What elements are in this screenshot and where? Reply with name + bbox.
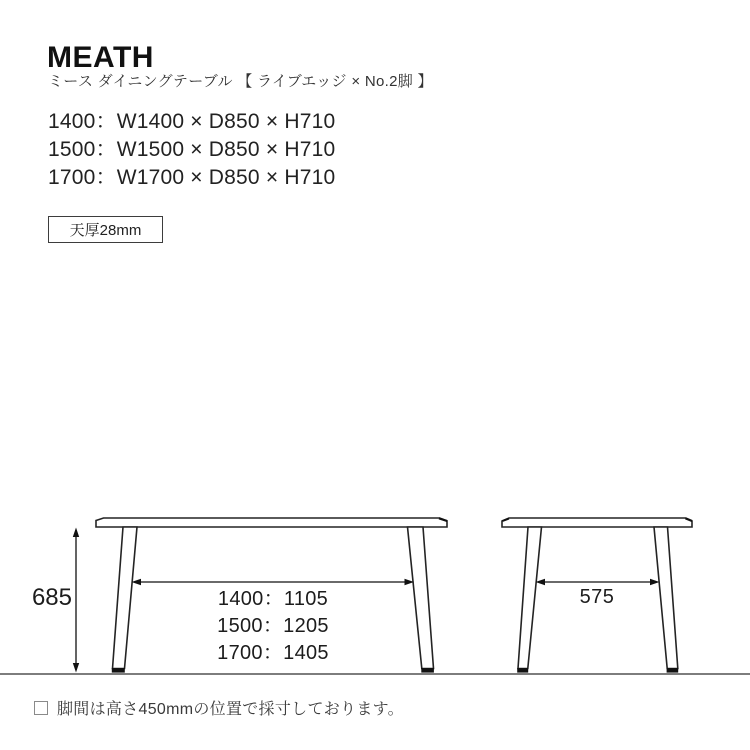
side-left-leg (518, 527, 542, 669)
side-right-foot-cap (667, 668, 679, 673)
product-subtitle: ミース ダイニングテーブル 【 ライブエッジ × No.2脚 】 (48, 73, 433, 90)
gap-label-1500: 1500：1205 (217, 615, 329, 637)
page-title: MEATH (47, 41, 154, 74)
height-dimension-label: 685 (31, 584, 72, 611)
size-spec-1500: 1500：W1500 × D850 × H710 (48, 138, 336, 161)
front-height-arrow (73, 528, 79, 673)
top-thickness-label: 天厚28mm (69, 222, 142, 239)
size-spec-1700: 1700：W1700 × D850 × H710 (48, 166, 336, 189)
side-right-leg (654, 527, 678, 669)
side-leg-gap-label: 575 (579, 586, 615, 608)
front-left-foot-cap (112, 668, 125, 673)
front-left-leg (113, 527, 138, 669)
front-leg-gap-labels (171, 586, 375, 667)
side-left-foot-cap (517, 668, 528, 673)
square-bullet-icon (34, 701, 48, 715)
side-leg-gap-arrow (536, 579, 660, 585)
front-right-foot-cap (421, 668, 434, 673)
front-tabletop (96, 518, 447, 527)
size-spec-1400: 1400：W1400 × D850 × H710 (48, 110, 336, 133)
top-thickness-badge (48, 216, 163, 243)
size-spec-list (48, 108, 335, 192)
footnote-text: 脚間は高さ450mmの位置で採寸しております。 (57, 701, 404, 718)
gap-label-1400: 1400：1105 (217, 588, 329, 610)
gap-label-1700: 1700：1405 (217, 642, 329, 664)
measurement-footnote (34, 696, 404, 719)
front-leg-gap-arrow (132, 579, 415, 585)
front-right-leg (408, 527, 434, 669)
side-tabletop (502, 518, 692, 527)
